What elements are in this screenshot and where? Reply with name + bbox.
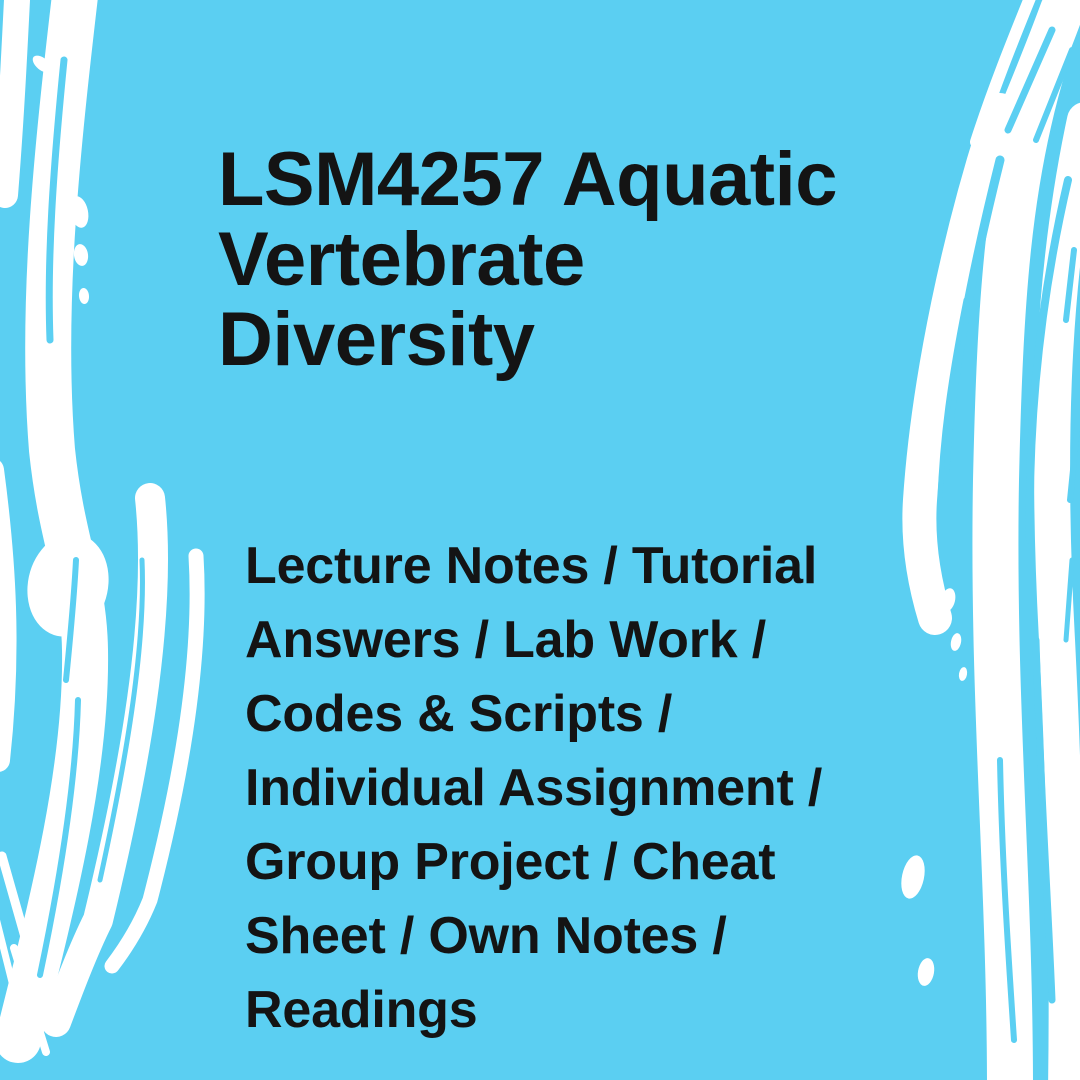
materials-line-7: Readings — [245, 981, 478, 1039]
brush-stroke — [0, 470, 5, 760]
course-title-line-2: Vertebrate — [218, 217, 585, 302]
brush-speck — [78, 288, 89, 305]
brush-stroke — [5, 0, 18, 195]
materials-line-2: Answers / Lab Work / — [245, 611, 766, 669]
brush-strokes-left — [0, 0, 197, 1052]
brush-speck — [73, 243, 90, 267]
course-title — [218, 137, 837, 382]
brush-speck — [898, 853, 929, 901]
texture-cut — [1070, 420, 1078, 500]
brush-speck — [958, 666, 968, 681]
brush-stroke — [18, 0, 85, 1040]
course-title-line-1: LSM4257 Aquatic — [218, 137, 837, 222]
brush-stroke — [1052, 120, 1080, 1080]
brush-strokes-right — [898, 0, 1080, 1080]
course-title-line-3: Diversity — [218, 297, 535, 382]
materials-line-4: Individual Assignment / — [245, 759, 823, 817]
materials-line-3: Codes & Scripts / — [245, 685, 673, 743]
materials-line-1: Lecture Notes / Tutorial — [245, 537, 818, 595]
brush-speck — [916, 957, 937, 987]
materials-list — [245, 529, 822, 1047]
materials-line-6: Sheet / Own Notes / — [245, 907, 727, 965]
brush-speck — [949, 632, 963, 652]
materials-line-5: Group Project / Cheat — [245, 833, 776, 891]
